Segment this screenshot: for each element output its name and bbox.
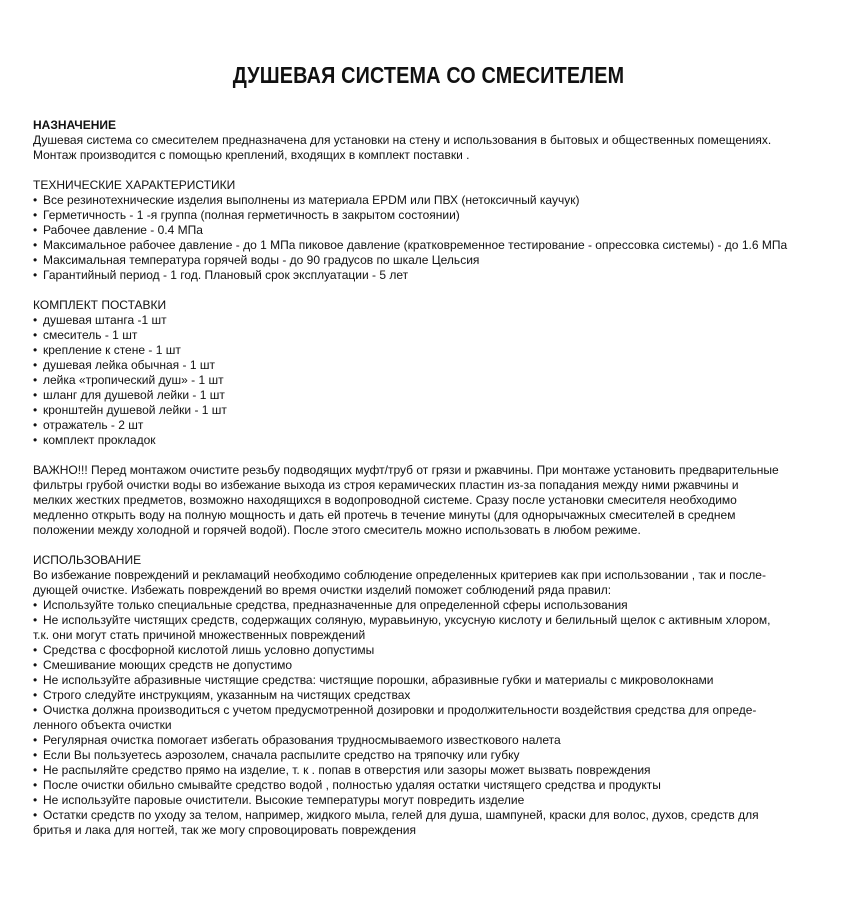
bullet-mark: •	[33, 388, 38, 402]
specs-item-text: Гарантийный период - 1 год. Плановый срок эксплуатации - 5 лет	[43, 268, 409, 282]
page-title: ДУШЕВАЯ СИСТЕМА СО СМЕСИТЕЛЕМ	[232, 62, 625, 88]
usage-item-continuation: бритья и лака для ногтей, так же могу спровоцировать повреждения	[33, 823, 416, 837]
specs-item	[33, 208, 818, 223]
bullet-mark: •	[33, 223, 38, 237]
kit-item-text: смеситель - 1 шт	[43, 328, 138, 342]
purpose-section	[33, 118, 818, 163]
usage-intro-line: Во избежание повреждений и рекламаций необходимо соблюдение определенных критериев как при использовании , так и после-	[33, 568, 766, 582]
specs-item	[33, 223, 818, 238]
kit-item-text: душевая лейка обычная - 1 шт	[43, 358, 215, 372]
section-spacer	[33, 163, 818, 178]
bullet-mark: •	[33, 328, 38, 342]
usage-item	[33, 658, 818, 673]
bullet-mark: •	[33, 673, 38, 687]
bullet-mark: •	[33, 358, 38, 372]
kit-item	[33, 418, 818, 433]
bullet-mark: •	[33, 193, 38, 207]
bullet-mark: •	[33, 313, 38, 327]
kit-item	[33, 358, 818, 373]
section-spacer	[33, 283, 818, 298]
kit-item-text: комплект прокладок	[43, 433, 156, 447]
specs-item-text: Максимальное рабочее давление - до 1 МПа пиковое давление (кратковременное тестирование - опрессовка системы) - до 1.6 МПа	[43, 238, 788, 252]
usage-item-text: Не распыляйте средство прямо на изделие, т. к . попав в отверстия или зазоры может вызвать повреждения	[43, 763, 651, 777]
specs-heading: ТЕХНИЧЕСКИЕ ХАРАКТЕРИСТИКИ	[33, 178, 236, 192]
kit-item	[33, 328, 818, 343]
bullet-mark: •	[33, 688, 38, 702]
usage-item-text: Не используйте паровые очистители. Высокие температуры могут повредить изделие	[43, 793, 525, 807]
kit-item	[33, 343, 818, 358]
usage-item	[33, 793, 818, 808]
bullet-mark: •	[33, 373, 38, 387]
usage-item-text: Не используйте абразивные чистящие средства: чистящие порошки, абразивные губки и материалы с микроволокнами	[43, 673, 714, 687]
usage-item-text: Остатки средств по уходу за телом, например, жидкого мыла, гелей для душа, шампуней, краски для волос, духов, средств для	[43, 808, 759, 822]
usage-item	[33, 643, 818, 658]
usage-intro-line: дующей очистке. Избежать повреждений во время очистки изделий поможет соблюдений ряда правил:	[33, 583, 612, 597]
kit-item	[33, 388, 818, 403]
usage-item-text: Используйте только специальные средства, предназначенные для определенной сферы использования	[43, 598, 628, 612]
usage-item	[33, 673, 818, 688]
important-line: положении между холодной и горячей водой). После этого смеситель можно использовать в любом режиме.	[33, 523, 641, 537]
kit-item	[33, 433, 818, 448]
section-spacer	[33, 448, 818, 463]
bullet-mark: •	[33, 778, 38, 792]
bullet-mark: •	[33, 808, 38, 822]
bullet-mark: •	[33, 658, 38, 672]
kit-item-text: шланг для душевой лейки - 1 шт	[43, 388, 225, 402]
important-line: фильтры грубой очистки воды во избежание выхода из строя керамических пластин из-за попадания между ними ржавчины и	[33, 478, 739, 492]
bullet-mark: •	[33, 793, 38, 807]
kit-item	[33, 373, 818, 388]
usage-item-continuation: т.к. они могут стать причиной множественных повреждений	[33, 628, 366, 642]
specs-item-text: Герметичность - 1 -я группа (полная герметичность в закрытом состоянии)	[43, 208, 460, 222]
usage-item-text: Очистка должна производиться с учетом предусмотренной дозировки и продолжительности воздействия средства для опреде-	[43, 703, 757, 717]
usage-item-text: Средства с фосфорной кислотой лишь условно допустимы	[43, 643, 375, 657]
usage-item-text: Строго следуйте инструкциям, указанным на чистящих средствах	[43, 688, 411, 702]
usage-item	[33, 688, 818, 703]
bullet-mark: •	[33, 418, 38, 432]
specs-item-text: Максимальная температура горячей воды - до 90 градусов по шкале Цельсия	[43, 253, 480, 267]
bullet-mark: •	[33, 403, 38, 417]
specs-item	[33, 268, 818, 283]
kit-item-text: кронштейн душевой лейки - 1 шт	[43, 403, 227, 417]
bullet-mark: •	[33, 598, 38, 612]
usage-item	[33, 703, 818, 718]
usage-item	[33, 778, 818, 793]
usage-item	[33, 808, 818, 823]
bullet-mark: •	[33, 208, 38, 222]
usage-item-text: После очистки обильно смывайте средство водой , полностью удаляя остатки чистящего средства и продукты	[43, 778, 661, 792]
purpose-line-2: Монтаж производится с помощью креплений, входящих в комплект поставки .	[33, 148, 470, 162]
important-line: ВАЖНО!!! Перед монтажом очистите резьбу подводящих муфт/труб от грязи и ржавчины. При монтаже установить предварительные	[33, 463, 779, 477]
kit-item-text: душевая штанга -1 шт	[43, 313, 167, 327]
kit-item	[33, 313, 818, 328]
specs-item	[33, 253, 818, 268]
specs-item	[33, 238, 818, 253]
bullet-mark: •	[33, 733, 38, 747]
usage-item	[33, 598, 818, 613]
usage-heading: ИСПОЛЬЗОВАНИЕ	[33, 553, 142, 567]
usage-section	[33, 553, 818, 838]
kit-item-text: отражатель - 2 шт	[43, 418, 144, 432]
purpose-line-1: Душевая система со смесителем предназначена для установки на стену и использования в бытовых и общественных помещениях.	[33, 133, 772, 147]
specs-item-text: Все резинотехнические изделия выполнены из материала EPDM или ПВХ (нетоксичный каучук)	[43, 193, 580, 207]
bullet-mark: •	[33, 343, 38, 357]
usage-item	[33, 748, 818, 763]
bullet-mark: •	[33, 643, 38, 657]
section-spacer	[33, 538, 818, 553]
bullet-mark: •	[33, 238, 38, 252]
bullet-mark: •	[33, 613, 38, 627]
usage-item-continuation: ленного объекта очистки	[33, 718, 172, 732]
kit-heading: КОМПЛЕКТ ПОСТАВКИ	[33, 298, 167, 312]
kit-item-text: лейка «тропический душ» - 1 шт	[43, 373, 224, 387]
usage-item	[33, 763, 818, 778]
specs-item	[33, 193, 818, 208]
important-line: медленно открыть воду на полную мощность и дать ей протечь в течение минуты (для однорычажных смесителей в среднем	[33, 508, 736, 522]
specs-section	[33, 178, 818, 283]
kit-section	[33, 298, 818, 448]
bullet-mark: •	[33, 748, 38, 762]
document-body	[33, 118, 818, 838]
important-line: мелких жестких предметов, возможно находящихся в водопроводной системе. Сразу после установки смесителя необходимо	[33, 493, 737, 507]
bullet-mark: •	[33, 763, 38, 777]
usage-item-text: Регулярная очистка помогает избегать образования трудносмываемого известкового налета	[43, 733, 561, 747]
kit-item-text: крепление к стене - 1 шт	[43, 343, 181, 357]
bullet-mark: •	[33, 268, 38, 282]
bullet-mark: •	[33, 253, 38, 267]
kit-item	[33, 403, 818, 418]
specs-item-text: Рабочее давление - 0.4 МПа	[43, 223, 203, 237]
purpose-heading: НАЗНАЧЕНИЕ	[33, 118, 116, 132]
usage-item	[33, 613, 818, 628]
usage-item-text: Если Вы пользуетесь аэрозолем, сначала распылите средство на тряпочку или губку	[43, 748, 520, 762]
bullet-mark: •	[33, 703, 38, 717]
bullet-mark: •	[33, 433, 38, 447]
usage-item-text: Смешивание моющих средств не допустимо	[43, 658, 293, 672]
usage-item-text: Не используйте чистящих средств, содержащих соляную, муравьиную, уксусную кислоту и белильный щелок с активным хлором,	[43, 613, 771, 627]
usage-item	[33, 733, 818, 748]
important-section	[33, 463, 818, 538]
